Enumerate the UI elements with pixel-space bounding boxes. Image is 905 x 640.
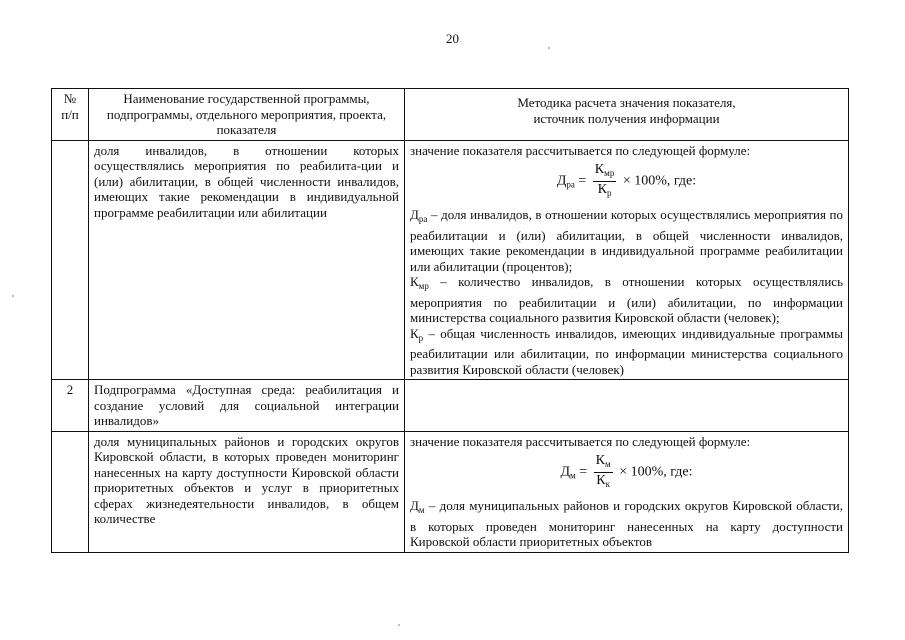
page-number: 20 (446, 31, 459, 46)
formula-fraction: $\frac{К_м}{К_к}$ (595, 453, 611, 489)
header-method: Методика расчета значения показателя, источник получения информации (405, 89, 849, 141)
row-name: доля инвалидов, в отношении которых осуществлялись мероприятия по реабилита-ции и (или) абилитации, в общей численности инвалидов, имеющих такие рекомендации в индивидуальной программе реабилитации или абилитации (89, 140, 405, 380)
header-name: Наименование государственной программы, подпрограммы, отдельного мероприятия, проекта, показателя (89, 89, 405, 141)
table-header-row (52, 89, 849, 141)
scan-mark (12, 295, 14, 297)
scan-mark (548, 47, 550, 49)
definition: $Д_{ра}$ – доля инвалидов, в отношении которых осуществлялись мероприятия по реабилитации и (или) абилитации, в общей численности инвалидов, имеющих такие рекомендации в индивидуальной программе реабилитации или абилитации (процентов); (410, 207, 843, 274)
row-num (52, 140, 89, 380)
formula: $Д_{ра}$ = $\frac{К_{мр}}{К_р}$ × 100%, где: (410, 158, 843, 207)
row-method (405, 140, 849, 380)
indicator-table (51, 88, 849, 553)
formula-fraction: $\frac{К_{мр}}{К_р}$ (594, 162, 615, 198)
definition: $Д_м$ – доля муниципальных районов и городских округов Кировской области, в которых проведен мониторинг нанесенных на карту доступности Кировской области приоритетных объектов (410, 498, 843, 549)
row-name: доля муниципальных районов и городских округов Кировской области, в которых проведен мониторинг нанесенных на карту доступности Кировской области приоритетных объектов и услуг в приоритетных сферах жизнедеятельности инвалидов, в общем количестве (89, 431, 405, 552)
scan-mark (398, 624, 400, 626)
table-row (52, 431, 849, 552)
row-method (405, 431, 849, 552)
row-num (52, 431, 89, 552)
definition: $К_{мр}$ – количество инвалидов, в отношении которых осуществлялись мероприятия по реабилитации и (или) абилитации, по информации министерства социального развития Кировской области (человек); (410, 274, 843, 325)
definition: $К_р$ – общая численность инвалидов, имеющих индивидуальные программы реабилитации или абилитации, по информации министерства социального развития Кировской области (человек) (410, 325, 843, 377)
formula-intro: значение показателя рассчитывается по следующей формуле: (410, 142, 751, 158)
header-num: № п/п (52, 89, 89, 141)
row-num: 2 (52, 380, 89, 432)
row-name: Подпрограмма «Доступная среда: реабилитация и создание условий для социальной интеграции инвалидов» (89, 380, 405, 432)
table-row (52, 140, 849, 380)
table-row (52, 380, 849, 432)
row-method (405, 380, 849, 432)
formula-intro: значение показателя рассчитывается по следующей формуле: (410, 433, 751, 449)
formula: $Д_м$ = $\frac{К_м}{К_к}$ × 100%, где: (410, 449, 843, 498)
